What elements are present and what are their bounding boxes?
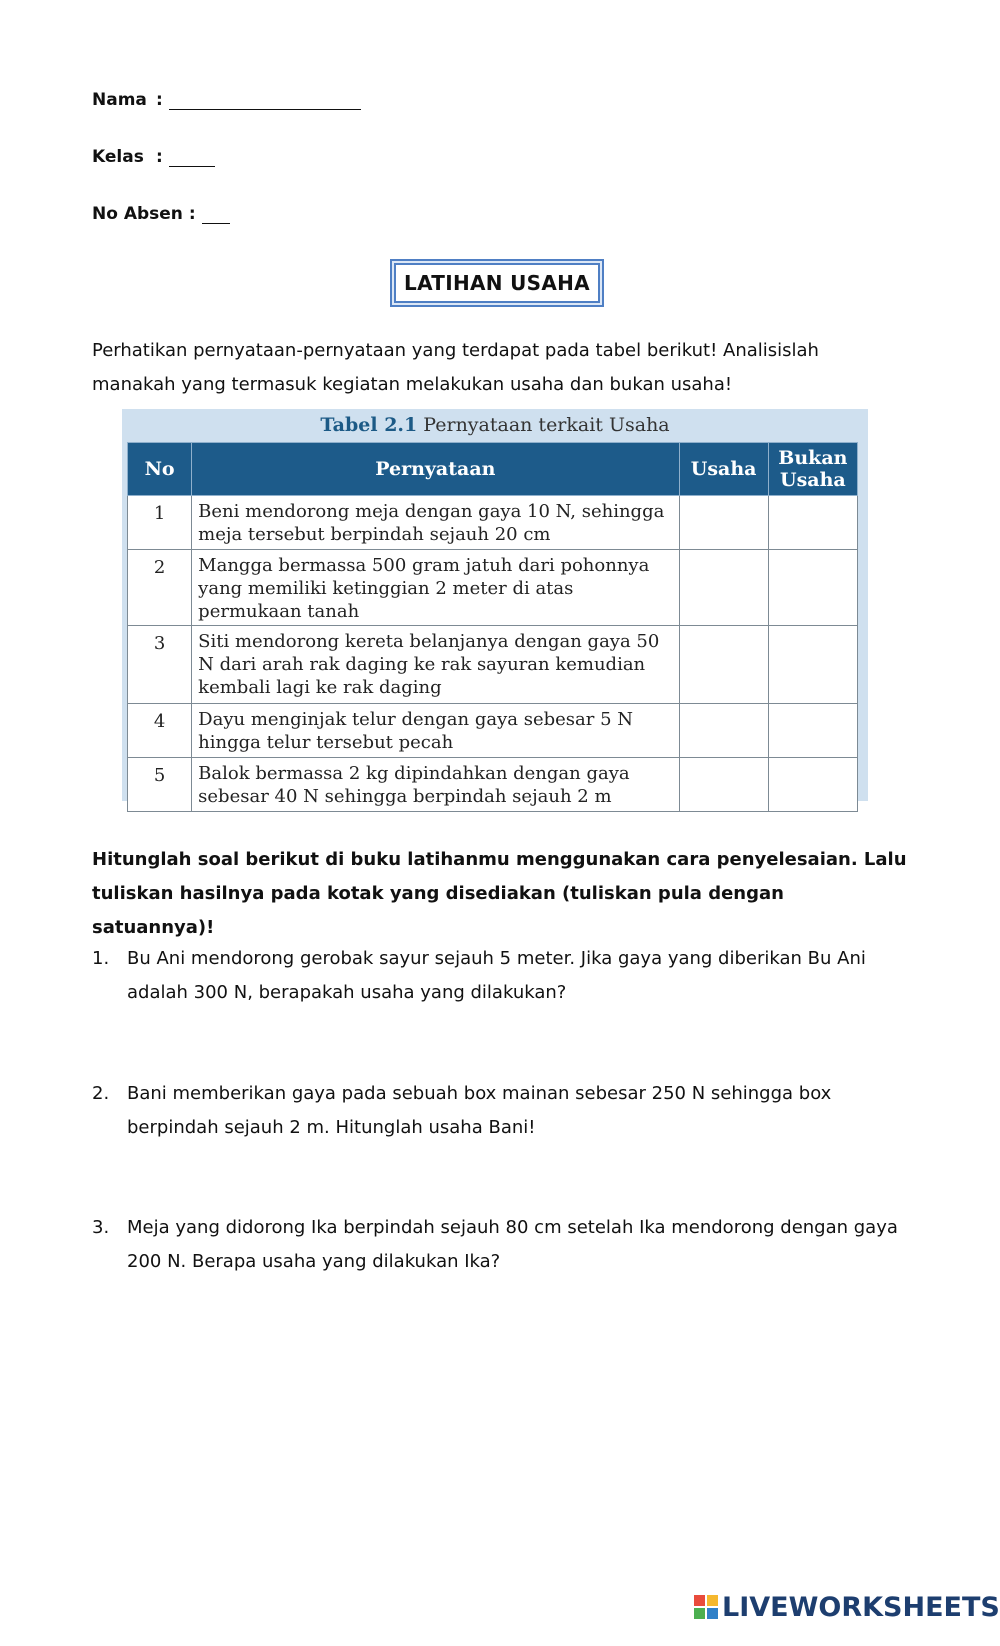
question-text: Meja yang didorong Ika berpindah sejauh 80 cm setelah Ika mendorong dengan gaya 200 N. Berapa usaha yang dilakukan Ika?: [127, 1217, 898, 1272]
absen-field: [92, 204, 230, 224]
row-number: 3: [128, 626, 192, 704]
row-number: 1: [128, 496, 192, 550]
table-caption: [122, 409, 868, 441]
row-number: 2: [128, 550, 192, 626]
table-row: [128, 704, 858, 758]
class-label: Kelas: [92, 147, 144, 167]
bukan-usaha-answer-cell[interactable]: [768, 758, 857, 812]
statement-table-figure: [122, 409, 868, 807]
bukan-usaha-answer-cell[interactable]: [768, 626, 857, 704]
row-number: 4: [128, 704, 192, 758]
row-number: 5: [128, 758, 192, 812]
name-colon: :: [156, 90, 163, 110]
row-statement: Mangga bermassa 500 gram jatuh dari pohonnya yang memiliki ketinggian 2 meter di atas permukaan tanah: [192, 550, 679, 626]
class-colon: :: [156, 147, 163, 167]
logo-square-green: [694, 1608, 705, 1619]
table-row: [128, 496, 858, 550]
statement-table: [127, 442, 858, 812]
liveworksheets-logo: [694, 1590, 1000, 1624]
question-item: [92, 1211, 908, 1279]
name-label: Nama: [92, 90, 147, 110]
question-item: [92, 942, 908, 1010]
row-statement: Dayu menginjak telur dengan gaya sebesar 5 N hingga telur tersebut pecah: [192, 704, 679, 758]
table-caption-number: Tabel 2.1: [320, 414, 418, 436]
worksheet-title: LATIHAN USAHA: [390, 259, 604, 307]
class-input-line[interactable]: [169, 148, 215, 167]
table-row: [128, 758, 858, 812]
instruction-paragraph: Hitunglah soal berikut di buku latihanmu menggunakan cara penyelesaian. Lalu tuliskan hasilnya pada kotak yang disediakan (tuliskan pula dengan satuannya)!: [92, 849, 907, 938]
usaha-answer-cell[interactable]: [679, 758, 768, 812]
question-number: 2.: [92, 1083, 110, 1104]
row-statement: Siti mendorong kereta belanjanya dengan gaya 50 N dari arah rak daging ke rak sayuran kemudian kembali lagi ke rak daging: [192, 626, 679, 704]
row-statement: Beni mendorong meja dengan gaya 10 N, sehingga meja tersebut berpindah sejauh 20 cm: [192, 496, 679, 550]
liveworksheets-logo-icon: [694, 1595, 718, 1619]
question-text: Bani memberikan gaya pada sebuah box mainan sebesar 250 N sehingga box berpindah sejauh 2 m. Hitunglah usaha Bani!: [127, 1083, 832, 1138]
usaha-answer-cell[interactable]: [679, 626, 768, 704]
bukan-usaha-answer-cell[interactable]: [768, 704, 857, 758]
usaha-answer-cell[interactable]: [679, 496, 768, 550]
intro-paragraph: Perhatikan pernyataan-pernyataan yang terdapat pada tabel berikut! Analisislah manakah yang termasuk kegiatan melakukan usaha dan bukan usaha!: [92, 340, 819, 395]
question-number: 3.: [92, 1217, 110, 1238]
header-statement: Pernyataan: [192, 443, 679, 496]
absen-label: No Absen :: [92, 204, 196, 224]
class-field: [92, 147, 215, 167]
name-field: [92, 90, 361, 110]
logo-square-blue: [707, 1608, 718, 1619]
bukan-usaha-answer-cell[interactable]: [768, 496, 857, 550]
table-row: [128, 626, 858, 704]
usaha-answer-cell[interactable]: [679, 704, 768, 758]
usaha-answer-cell[interactable]: [679, 550, 768, 626]
absen-input-line[interactable]: [202, 205, 230, 224]
question-number: 1.: [92, 948, 110, 969]
logo-square-yellow: [707, 1595, 718, 1606]
table-header-row: [128, 443, 858, 496]
liveworksheets-logo-text: LIVEWORKSHEETS: [722, 1591, 1000, 1623]
table-caption-text: Pernyataan terkait Usaha: [417, 414, 670, 436]
header-no: No: [128, 443, 192, 496]
question-text: Bu Ani mendorong gerobak sayur sejauh 5 meter. Jika gaya yang diberikan Bu Ani adalah 300 N, berapakah usaha yang dilakukan?: [127, 948, 866, 1003]
header-usaha: Usaha: [679, 443, 768, 496]
bukan-usaha-answer-cell[interactable]: [768, 550, 857, 626]
header-bukan-usaha: Bukan Usaha: [768, 443, 857, 496]
name-input-line[interactable]: [169, 91, 361, 110]
logo-square-red: [694, 1595, 705, 1606]
question-item: [92, 1077, 908, 1145]
table-row: [128, 550, 858, 626]
row-statement: Balok bermassa 2 kg dipindahkan dengan gaya sebesar 40 N sehingga berpindah sejauh 2 m: [192, 758, 679, 812]
